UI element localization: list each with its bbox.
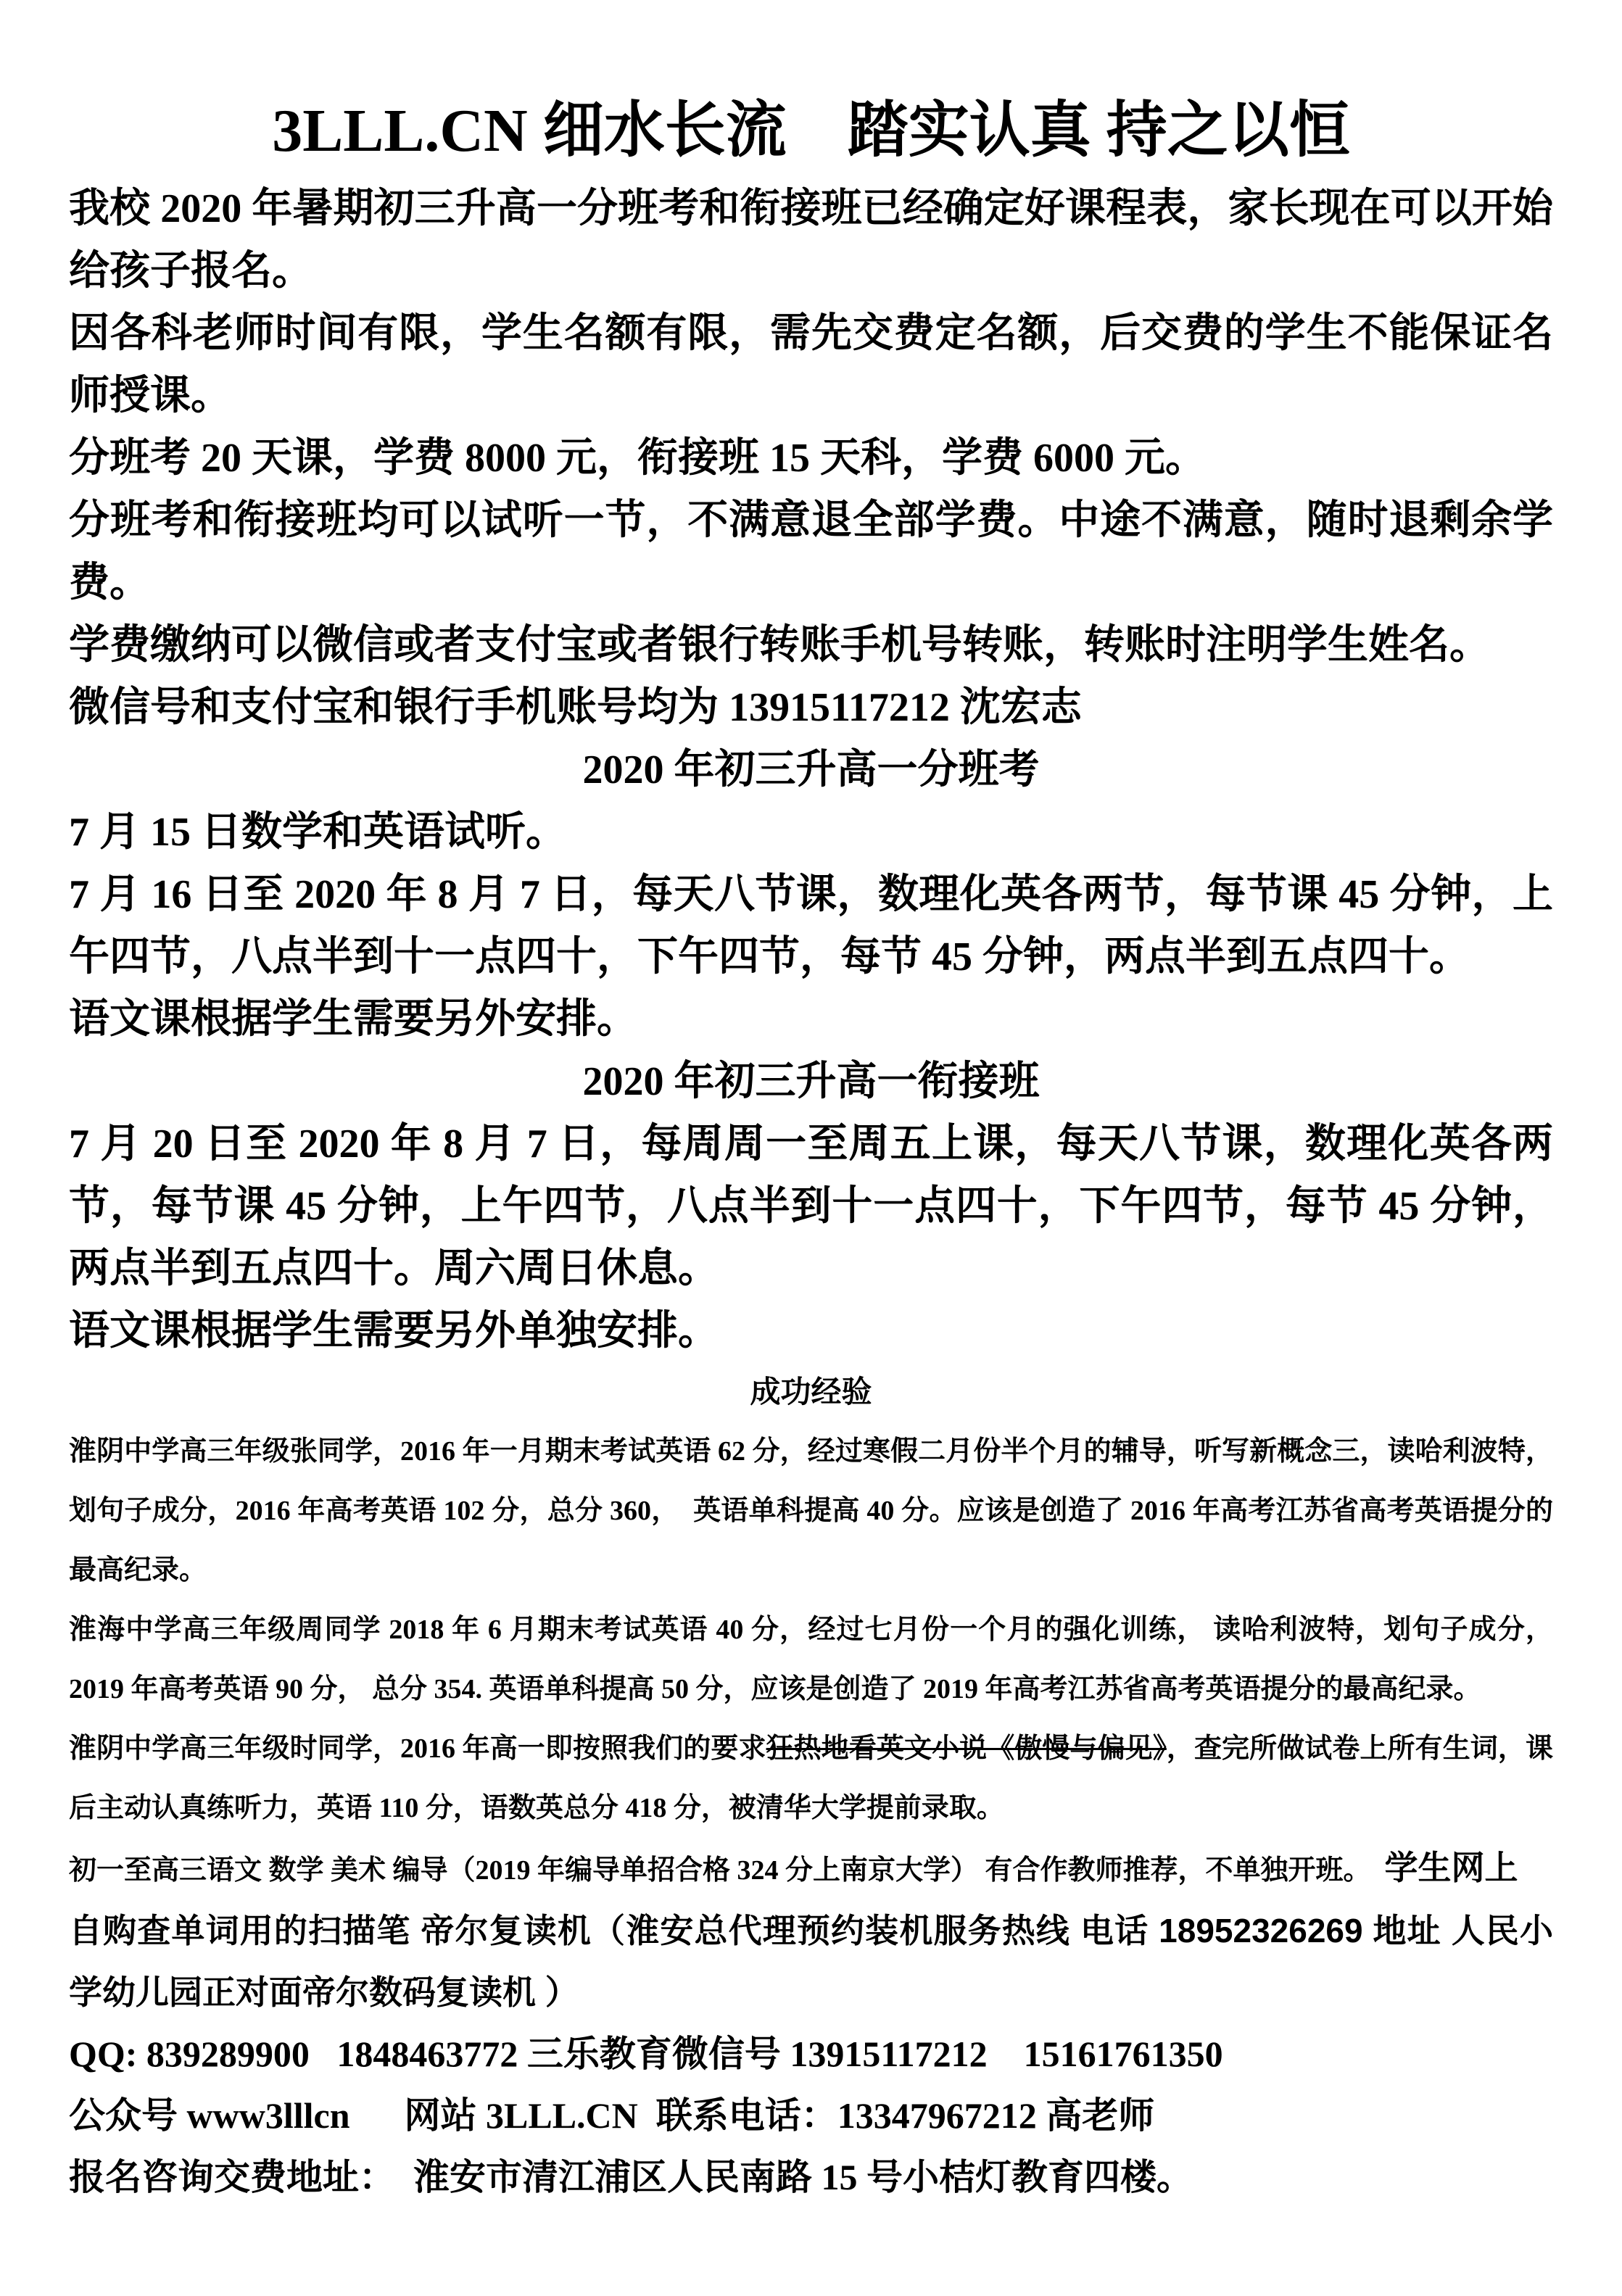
success-case-3-lead-text: 淮阴中学高三年级时同学，2016 年高一即按照我们的要求 [69, 1733, 766, 1764]
intro-enrollment-paragraph: 我校 2020 年暑期初三升高一分班考和衔接班已经确定好课程表，家长现在可以开始给孩子报名。 [69, 186, 1553, 294]
scanner-sentence-lead-text: 学生网上 [1384, 1849, 1518, 1886]
success-case-3-tail-text: ，查完所做试卷上所有生词，课后主动认真练听力，英语 110 分，语数英总分 418 分，被清华大学提前录取。 [69, 1733, 1553, 1823]
scanner-reader-paragraph: 自购查单词用的扫描笔 帝尔复读机（淮安总代理预约装机服务热线 电话 18952326269 地址 人民小学幼儿园正对面帝尔数码复读机 ） [69, 1912, 1553, 2011]
success-case-1-paragraph: 淮阴中学高三年级张同学，2016 年一月期末考试英语 62 分，经过寒假二月份半个月的辅导，听写新概念三，读哈利波特，划句子成分，2016 年高考英语 102 分，总分 360， 英语单科提高 40 分。应该是创造了 2016 年高考江苏省高考英语提分的最高纪录。 [69, 1436, 1553, 1586]
bridge-class-heading: 2020 年初三升高一衔接班 [582, 1059, 1040, 1104]
teacher-quota-paragraph: 因各科老师时间有限，学生名额有限，需先交费定名额，后交费的学生不能保证名师授课。 [69, 311, 1553, 418]
placement-chinese-note-paragraph: 语文课根据学生需要另外安排。 [69, 997, 637, 1042]
other-courses-text: 初一至高三语文 数学 美术 编导（2019 年编导单招合格 324 分上南京大学） 有合作教师推荐，不单独开班。 [69, 1855, 1385, 1886]
placement-trial-date-paragraph: 7 月 15 日数学和英语试听。 [69, 810, 566, 855]
success-stories-heading: 成功经验 [750, 1375, 872, 1409]
payment-account-paragraph: 微信号和支付宝和银行手机账号均为 13915117212 沈宏志 [69, 685, 1082, 730]
placement-schedule-paragraph: 7 月 16 日至 2020 年 8 月 7 日，每天八节课，数理化英各两节，每节课 45 分钟，上午四节，八点半到十一点四十，下午四节，每节 45 分钟，两点半到五点四十。 [69, 872, 1553, 979]
other-courses-paragraph [69, 1838, 1553, 1900]
qq-wechat-contact-line: QQ: 839289900 1848463772 三乐教育微信号 13915117212 15161761350 [69, 2034, 1223, 2074]
success-case-3-strikethrough-text: 狂热地看英文小说《傲慢与偏见》 [766, 1733, 1167, 1764]
success-case-2-paragraph: 淮海中学高三年级周同学 2018 年 6 月期末考试英语 40 分，经过七月份一个月的强化训练， 读哈利波特，划句子成分，2019 年高考英语 90 分， 总分 354. 英语单科提高 50 分，应该是创造了 2019 年高考江苏省高考英语提分的最高纪录。 [69, 1615, 1553, 1704]
website-phone-contact-line: 公众号 www3lllcn 网站 3LLL.CN 联系电话：13347967212 高老师 [69, 2095, 1155, 2136]
registration-address-line: 报名咨询交费地址： 淮安市清江浦区人民南路 15 号小桔灯教育四楼。 [69, 2157, 1193, 2197]
bridge-chinese-note-paragraph: 语文课根据学生需要另外单独安排。 [69, 1309, 719, 1354]
trial-refund-policy-paragraph: 分班考和衔接班均可以试听一节，不满意退全部学费。中途不满意，随时退剩余学费。 [69, 498, 1553, 605]
placement-exam-heading: 2020 年初三升高一分班考 [582, 747, 1040, 792]
payment-methods-paragraph: 学费缴纳可以微信或者支付宝或者银行转账手机号转账，转账时注明学生姓名。 [69, 623, 1490, 668]
success-case-3-paragraph [69, 1719, 1553, 1838]
page-title: 3LLL.CN 细水长流 踏实认真 持之以恒 [272, 97, 1350, 165]
bridge-schedule-paragraph: 7 月 20 日至 2020 年 8 月 7 日，每周周一至周五上课，每天八节课，数理化英各两节，每节课 45 分钟，上午四节，八点半到十一点四十，下午四节，每节 45 分钟，两点半到五点四十。周六周日休息。 [69, 1122, 1553, 1291]
tuition-fees-paragraph: 分班考 20 天课，学费 8000 元，衔接班 15 天科，学费 6000 元。 [69, 436, 1206, 481]
